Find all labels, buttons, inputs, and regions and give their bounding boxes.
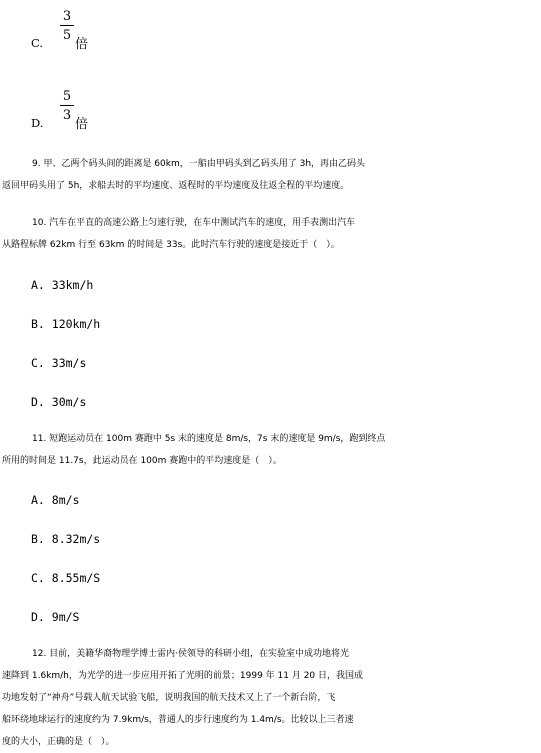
question-11-option-d: D. 9m/S — [31, 610, 80, 624]
question-10-option-a: A. 33km/h — [31, 278, 94, 292]
question-10-option-d: D. 30m/s — [31, 395, 87, 409]
option-d-fraction — [60, 90, 74, 122]
fraction-numerator: 3 — [62, 9, 72, 24]
question-11-option-a: A. 8m/s — [31, 493, 80, 507]
question-10 — [0, 212, 541, 256]
question-10-line-1: 10. 汽车在平直的高速公路上匀速行驶，在车中测试汽车的速度，用手表测出汽车 — [32, 218, 356, 228]
question-11-line-1: 11. 短跑运动员在 100m 赛跑中 5s 末的速度是 8m/s，7s 末的速度是 9m/s，跑到终点 — [32, 434, 386, 444]
question-12 — [0, 643, 541, 753]
fraction-denominator: 3 — [62, 108, 72, 123]
question-12-line-3: 功地发射了“神舟”号载人航天试验飞船，说明我国的航天技术又上了一个新台阶，飞 — [2, 693, 336, 703]
fraction-denominator: 5 — [62, 28, 72, 43]
question-12-line-4: 船环绕地球运行的速度约为 7.9km/s，普通人的步行速度约为 1.4m/s。比较以上三者速 — [2, 715, 354, 725]
question-10-option-c: C. 33m/s — [31, 356, 87, 370]
option-c-fraction — [60, 10, 74, 42]
question-11-line-2: 所用的时间是 11.7s，此运动员在 100m 赛跑中的平均速度是（ ）。 — [2, 456, 282, 466]
question-10-option-b: B. 120km/h — [31, 317, 101, 331]
fraction-numerator: 5 — [62, 89, 72, 104]
question-9-line-2: 返回甲码头用了 5h，求船去时的平均速度、返程时的平均速度及往返全程的平均速度。 — [2, 181, 350, 191]
fraction-bar — [60, 25, 74, 26]
question-12-line-5: 度的大小，正确的是（ ）。 — [2, 737, 115, 747]
option-d-unit: 倍 — [75, 117, 89, 132]
option-d-label: D. — [31, 116, 44, 130]
question-10-line-2: 从路程标牌 62km 行至 63km 的时间是 33s。此时汽车行驶的速度是接近于（ ）。 — [2, 240, 340, 250]
question-11-option-c: C. 8.55m/S — [31, 571, 101, 585]
question-11-option-b: B. 8.32m/s — [31, 532, 101, 546]
question-11 — [0, 428, 541, 472]
question-12-line-1: 12. 目前，美籍华裔物理学博士雷内·侯领导的科研小组，在实验室中成功地将光 — [32, 649, 350, 659]
question-9 — [0, 153, 541, 197]
fraction-bar — [60, 105, 74, 106]
option-c-label: C. — [31, 36, 44, 50]
question-9-line-1: 9. 甲、乙两个码头间的距离是 60km，一船由甲码头到乙码头用了 3h，再由乙码头 — [32, 159, 366, 169]
question-12-line-2: 速降到 1.6km/h，为光学的进一步应用开拓了光明的前景；1999 年 11 月 20 日，我国成 — [2, 671, 364, 681]
option-c-unit: 倍 — [75, 37, 89, 52]
